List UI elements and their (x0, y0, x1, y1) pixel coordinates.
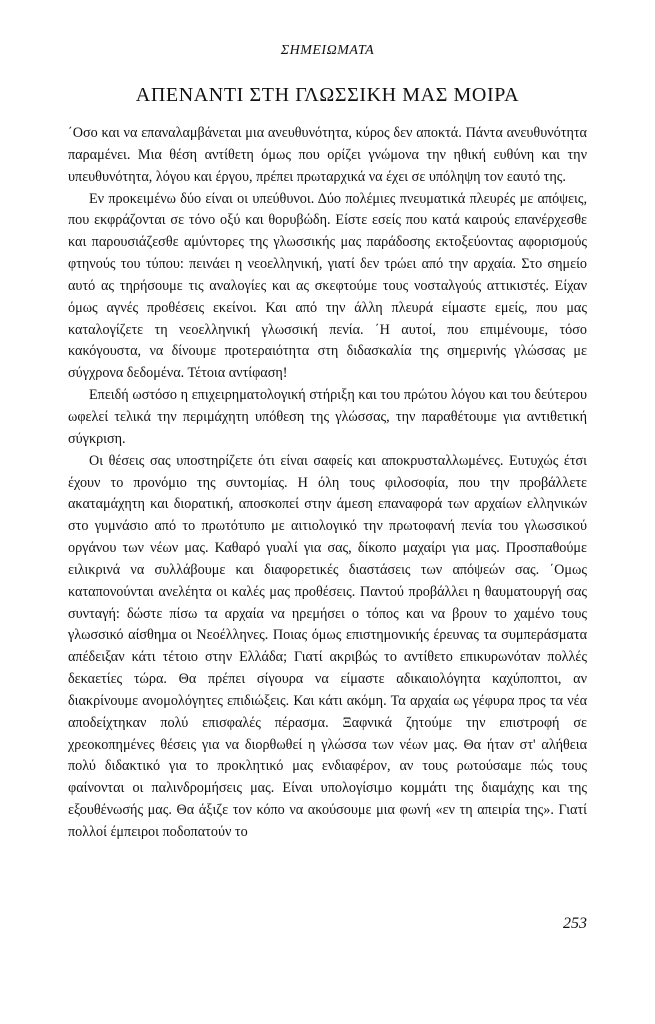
paragraph: ΄Οσο και να επαναλαμβάνεται μια ανευθυνότητα, κύρος δεν αποκτά. Πάντα ανευθυνότητα παραμένει. Μια θέση αντίθετη όμως που ορίζει γνώμονα την ηθική ευθύνη και την υπευθυνότητα, λόγου και έργου, πρέπει πρωταρχικά να έχει σε υπόληψη τον εαυτό της. (68, 125, 587, 185)
article-body (68, 123, 587, 844)
running-header: ΣΗΜΕΙΩΜΑΤΑ (280, 43, 375, 58)
page-number: 253 (563, 915, 587, 932)
paragraph: Επειδή ωστόσο η επιχειρηματολογική στήριξη και του πρώτου λόγου και του δεύτερου ωφελεί τελικά την περιμάχητη υπόθεση της γλώσσας, την παραθέτουμε για αντιθετική σύγκριση. (68, 387, 587, 447)
paragraph: Οι θέσεις σας υποστηρίζετε ότι είναι σαφείς και αποκρυσταλλωμένες. Ευτυχώς έτσι έχουν το προνόμιο της συντομίας. Η όλη τους φιλοσοφία, που την προβάλλετε ακαταμάχητη και διορατική, αποσκοπεί στην άμεση επαναφορά των αρχαίων ελληνικών στο γυμνάσιο από το πρωτότυπο με αιτιολογικό την πρωτοφανή πενία του γλωσσικού οργάνου των νέων μας. Καθαρό γυαλί για σας, δίκοπο μαχαίρι για μας. Προσπαθούμε ειλικρινά να συλλάβουμε και διαφορετικές διαστάσεις των απόψεών σας. ΄Ομως καταπονούνται ανελέητα οι καλές μας προθέσεις. Παντού προβάλλει η θαυματουργή σας συνταγή: δώστε πίσω τα αρχαία να ηρεμήσει ο τόπος και να βρουν το χαμένο τους γλωσσικό αίσθημα οι Νεοέλληνες. Ποιας όμως επιστημονικής έρευνας τα συμπεράσματα απέδειξαν κάτι τέτοιο στην Ελλάδα; Γιατί ακριβώς το αντίθετο επικυρωνόταν πολλές δεκαετίες τώρα. Θα πρέπει σίγουρα να είμαστε αδικαιολόγητα καχύποπτοι, αν διακρίνουμε ανομολόγητες επιδιώξεις. Και κάτι ακόμη. Τα αρχαία ως γέφυρα προς τα νέα αποδείχτηκαν πολύ επισφαλές πέρασμα. Ξαφνικά ζητούμε την επιστροφή σε χρεοκοπημένες θέσεις για να διορθωθεί η γλώσσα των νέων μας. Θα ήταν στ' αλήθεια πολύ διδακτικό για το προκλητικό μας ενδιαφέρον, αν τους ρωτούσαμε πώς τους φαίνονται οι παλινδρομήσεις μας. Είναι υπολογίσιμο κομμάτι της διαμάχης και της εξουθένωσής μας. Θα άξιζε τον κόπο να ακούσουμε μια φωνή «εν τη απειρία της». Γιατί πολλοί έμπειροι ποδοπατούν το (68, 452, 587, 840)
paragraph: Εν προκειμένω δύο είναι οι υπεύθυνοι. Δύο πολέμιες πνευματικά πλευρές με απόψεις, που εκφράζονται σε τόνο οξύ και θορυβώδη. Είστε εσείς που κατά καιρούς επανέρχεσθε και παρουσιάζεσθε αμύντορες της γλωσσικής μας παράδοσης εκτοξεύοντας αφορισμούς φτηνούς του τύπου: πεινάει η νεοελληνική, γιατί δεν τρώει από την αρχαία. Στο σημείο αυτό ας τηρήσουμε τις αναλογίες και ας σκεφτούμε τους νοσταλγούς αττικιστές. Είχαν όμως αγνές προθέσεις εκείνοι. Και από την άλλη πλευρά είμαστε εμείς, που μας καταλογίζετε τη νεοελληνική γλωσσική πενία. ΄Η αυτοί, που επιμένουμε, τόσο κακόγουστα, να δίνουμε προτεραιότητα στη διδασκαλία της σημερινής γλώσσας με σύγχρονα δεδομένα. Τέτοια αντίφαση! (68, 190, 587, 382)
article-title: ΑΠΕΝΑΝΤΙ ΣΤΗ ΓΛΩΣΣΙΚΗ ΜΑΣ ΜΟΙΡΑ (135, 84, 520, 106)
